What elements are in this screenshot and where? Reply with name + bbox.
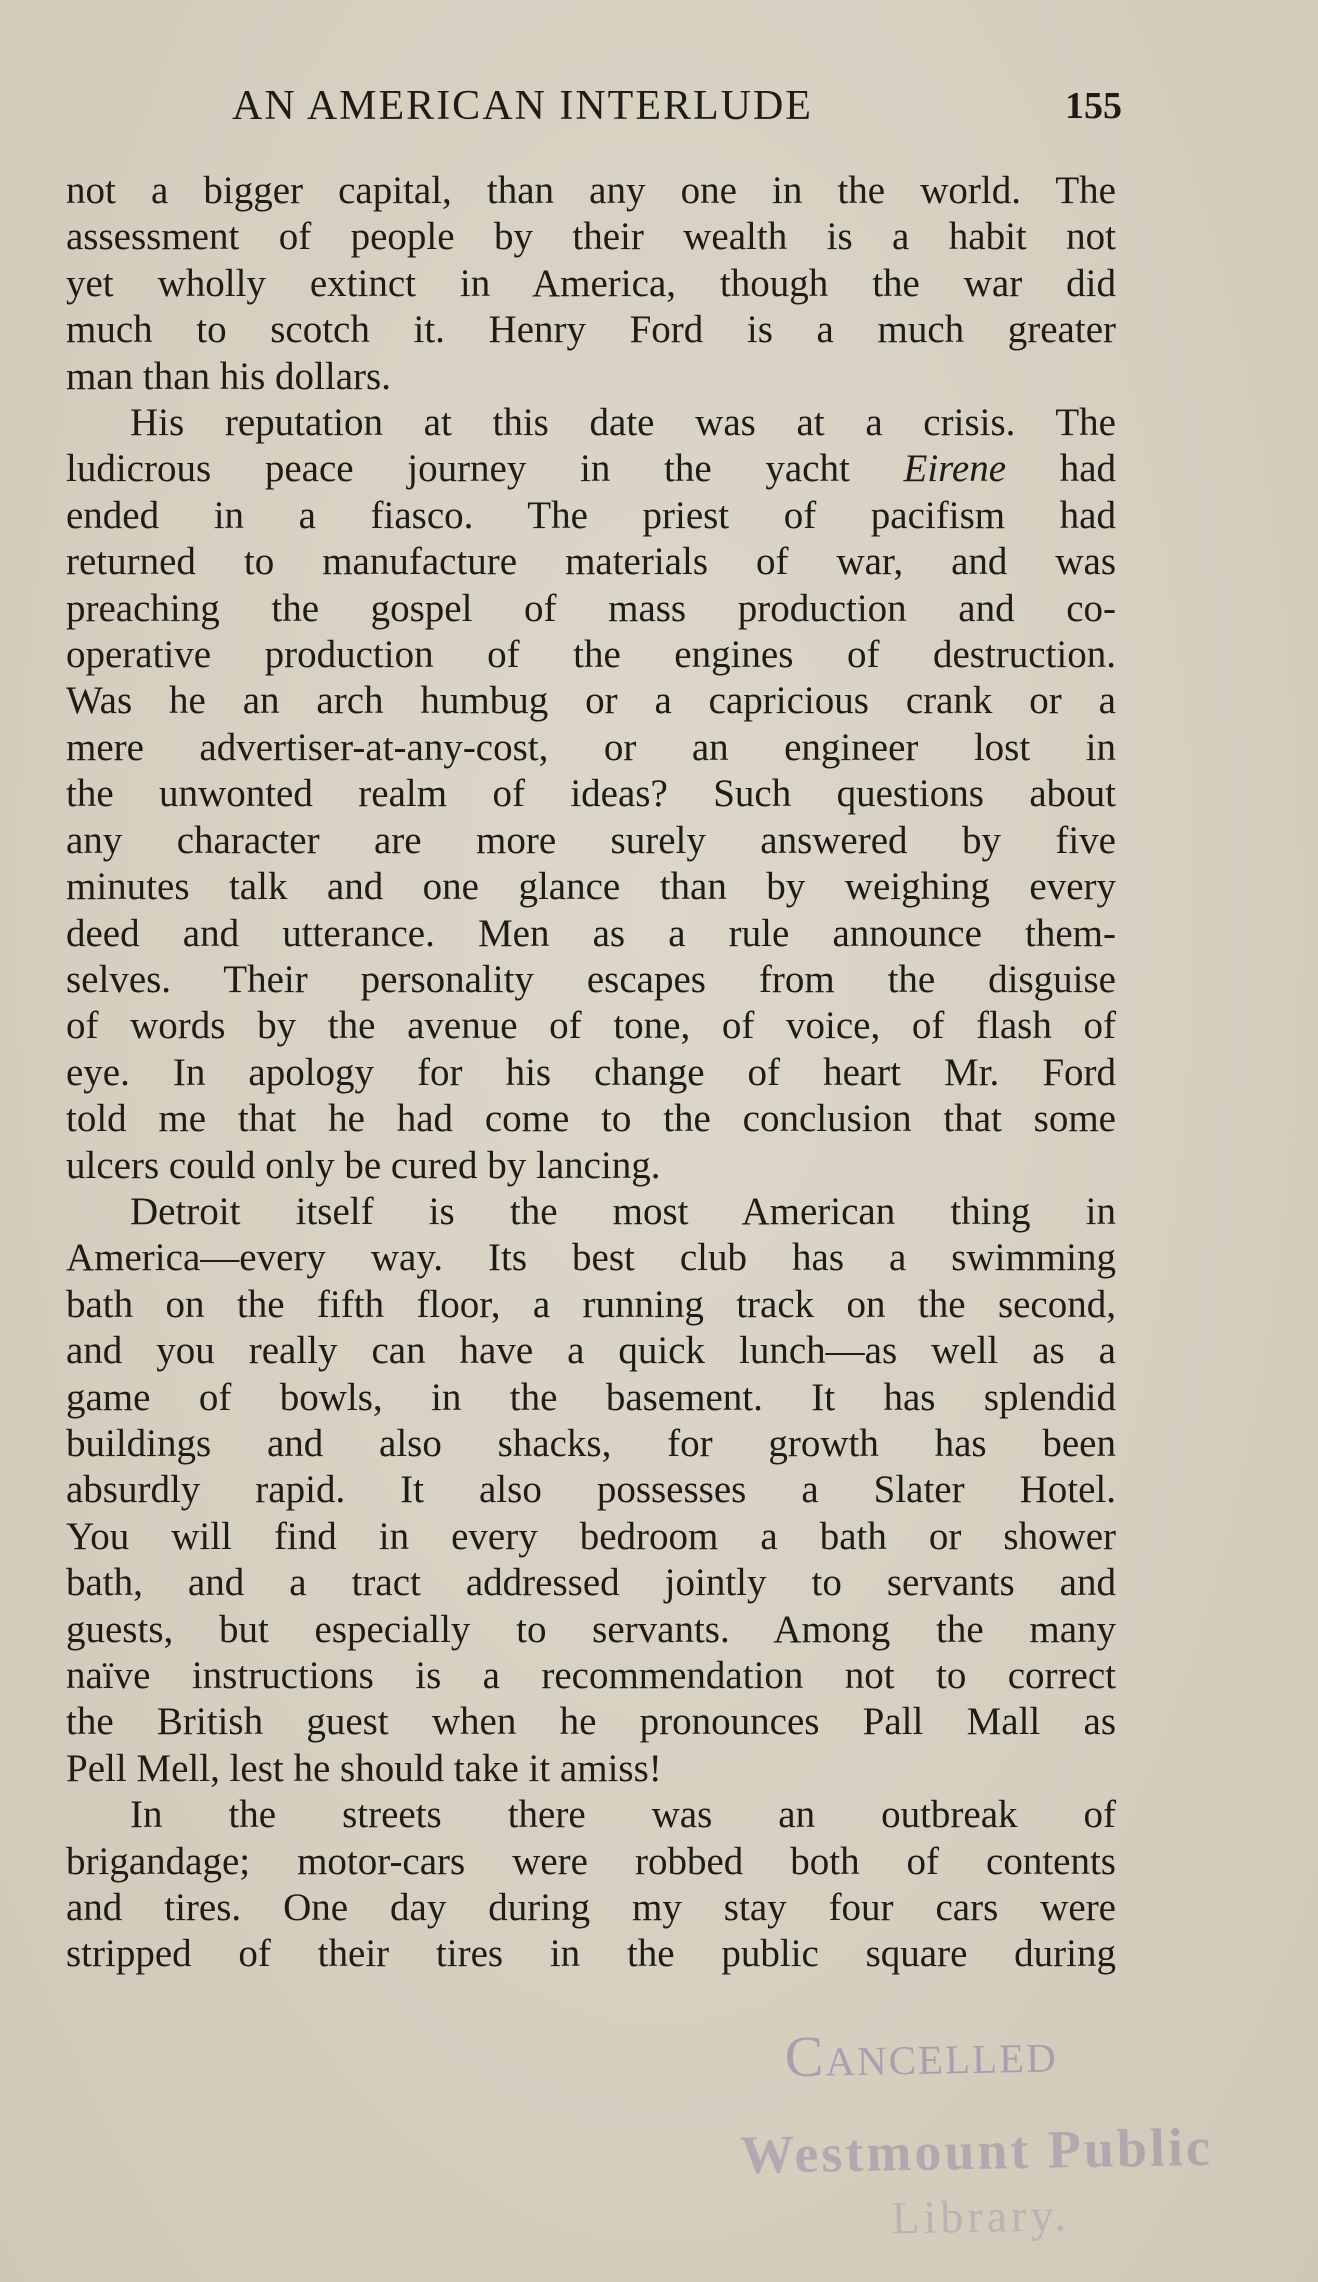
text-line: guests, but especially to servants. Among the many bbox=[66, 1607, 1116, 1651]
text-line: game of bowls, in the basement. It has splendid bbox=[66, 1375, 1116, 1419]
text-line: any character are more surely answered by five bbox=[66, 818, 1116, 862]
text-line: bath on the fifth floor, a running track on the second, bbox=[66, 1282, 1116, 1326]
text-line: His reputation at this date was at a crisis. The bbox=[130, 401, 1116, 445]
text-line: preaching the gospel of mass production and co- bbox=[66, 586, 1116, 630]
text-line: assessment of people by their wealth is a habit not bbox=[66, 215, 1116, 259]
stamp-line-library-suffix: Library. bbox=[890, 2189, 1071, 2244]
page-number: 155 bbox=[1065, 85, 1122, 127]
text-line: absurdly rapid. It also possesses a Slater Hotel. bbox=[66, 1468, 1116, 1512]
text-line: deed and utterance. Men as a rule announce them- bbox=[66, 911, 1116, 955]
text-line: buildings and also shacks, for growth has been bbox=[66, 1421, 1116, 1465]
text-line: yet wholly extinct in America, though the war did bbox=[66, 261, 1116, 305]
text-fragment: ludicrous peace journey in the yacht bbox=[66, 447, 904, 491]
text-line: not a bigger capital, than any one in the world. The bbox=[66, 169, 1116, 212]
paragraph-4 bbox=[66, 1792, 1116, 1978]
stamp-line-library: Westmount Public bbox=[739, 2116, 1214, 2186]
text-line: stripped of their tires in the public square during bbox=[66, 1932, 1116, 1976]
running-head bbox=[232, 82, 1122, 142]
text-line: ended in a fiasco. The priest of pacifism had bbox=[66, 493, 1116, 537]
text-line: ulcers could only be cured by lancing. bbox=[66, 1143, 661, 1187]
text-line: brigandage; motor-cars were robbed both of contents bbox=[66, 1839, 1116, 1883]
text-fragment: had bbox=[1006, 447, 1116, 491]
yacht-name: Eirene bbox=[903, 447, 1007, 491]
stamp-line-cancelled: Cancelled bbox=[784, 2019, 1059, 2090]
paragraph-1 bbox=[66, 168, 1116, 400]
text-line bbox=[66, 446, 1116, 492]
text-line: mere advertiser-at-any-cost, or an engineer lost in bbox=[66, 725, 1116, 769]
text-line: bath, and a tract addressed jointly to servants and bbox=[66, 1561, 1116, 1605]
text-line: naïve instructions is a recommendation not to correct bbox=[66, 1654, 1116, 1697]
paragraph-2 bbox=[66, 400, 1116, 1189]
text-line: eye. In apology for his change of heart Mr. Ford bbox=[66, 1050, 1116, 1094]
text-line: the unwonted realm of ideas? Such questions about bbox=[66, 772, 1116, 816]
text-line: much to scotch it. Henry Ford is a much greater bbox=[66, 308, 1116, 352]
paragraph-3 bbox=[66, 1189, 1116, 1792]
text-line: man than his dollars. bbox=[66, 354, 391, 398]
text-line: Pell Mell, lest he should take it amiss! bbox=[66, 1746, 662, 1790]
body-text bbox=[66, 168, 1116, 1978]
running-title: AN AMERICAN INTERLUDE bbox=[232, 83, 813, 129]
text-line: In the streets there was an outbreak of bbox=[130, 1793, 1116, 1837]
text-line: the British guest when he pronounces Pall Mall as bbox=[66, 1700, 1116, 1744]
text-line: Was he an arch humbug or a capricious crank or a bbox=[66, 679, 1116, 723]
library-stamp bbox=[738, 2016, 1214, 2254]
text-line: You will find in every bedroom a bath or shower bbox=[66, 1514, 1116, 1558]
text-line: and you really can have a quick lunch—as well as a bbox=[66, 1329, 1116, 1373]
text-line: operative production of the engines of destruction. bbox=[66, 633, 1116, 677]
text-line: selves. Their personality escapes from the disguise bbox=[66, 957, 1116, 1001]
text-line: Detroit itself is the most American thing in bbox=[130, 1189, 1116, 1233]
text-line: of words by the avenue of tone, of voice, of flash of bbox=[66, 1004, 1116, 1048]
text-line: America—every way. Its best club has a swimming bbox=[66, 1236, 1116, 1280]
text-line: returned to manufacture materials of war, and was bbox=[66, 540, 1116, 584]
text-line: told me that he had come to the conclusion that some bbox=[66, 1097, 1116, 1141]
text-line: minutes talk and one glance than by weighing every bbox=[66, 865, 1116, 909]
text-line: and tires. One day during my stay four cars were bbox=[66, 1886, 1116, 1930]
